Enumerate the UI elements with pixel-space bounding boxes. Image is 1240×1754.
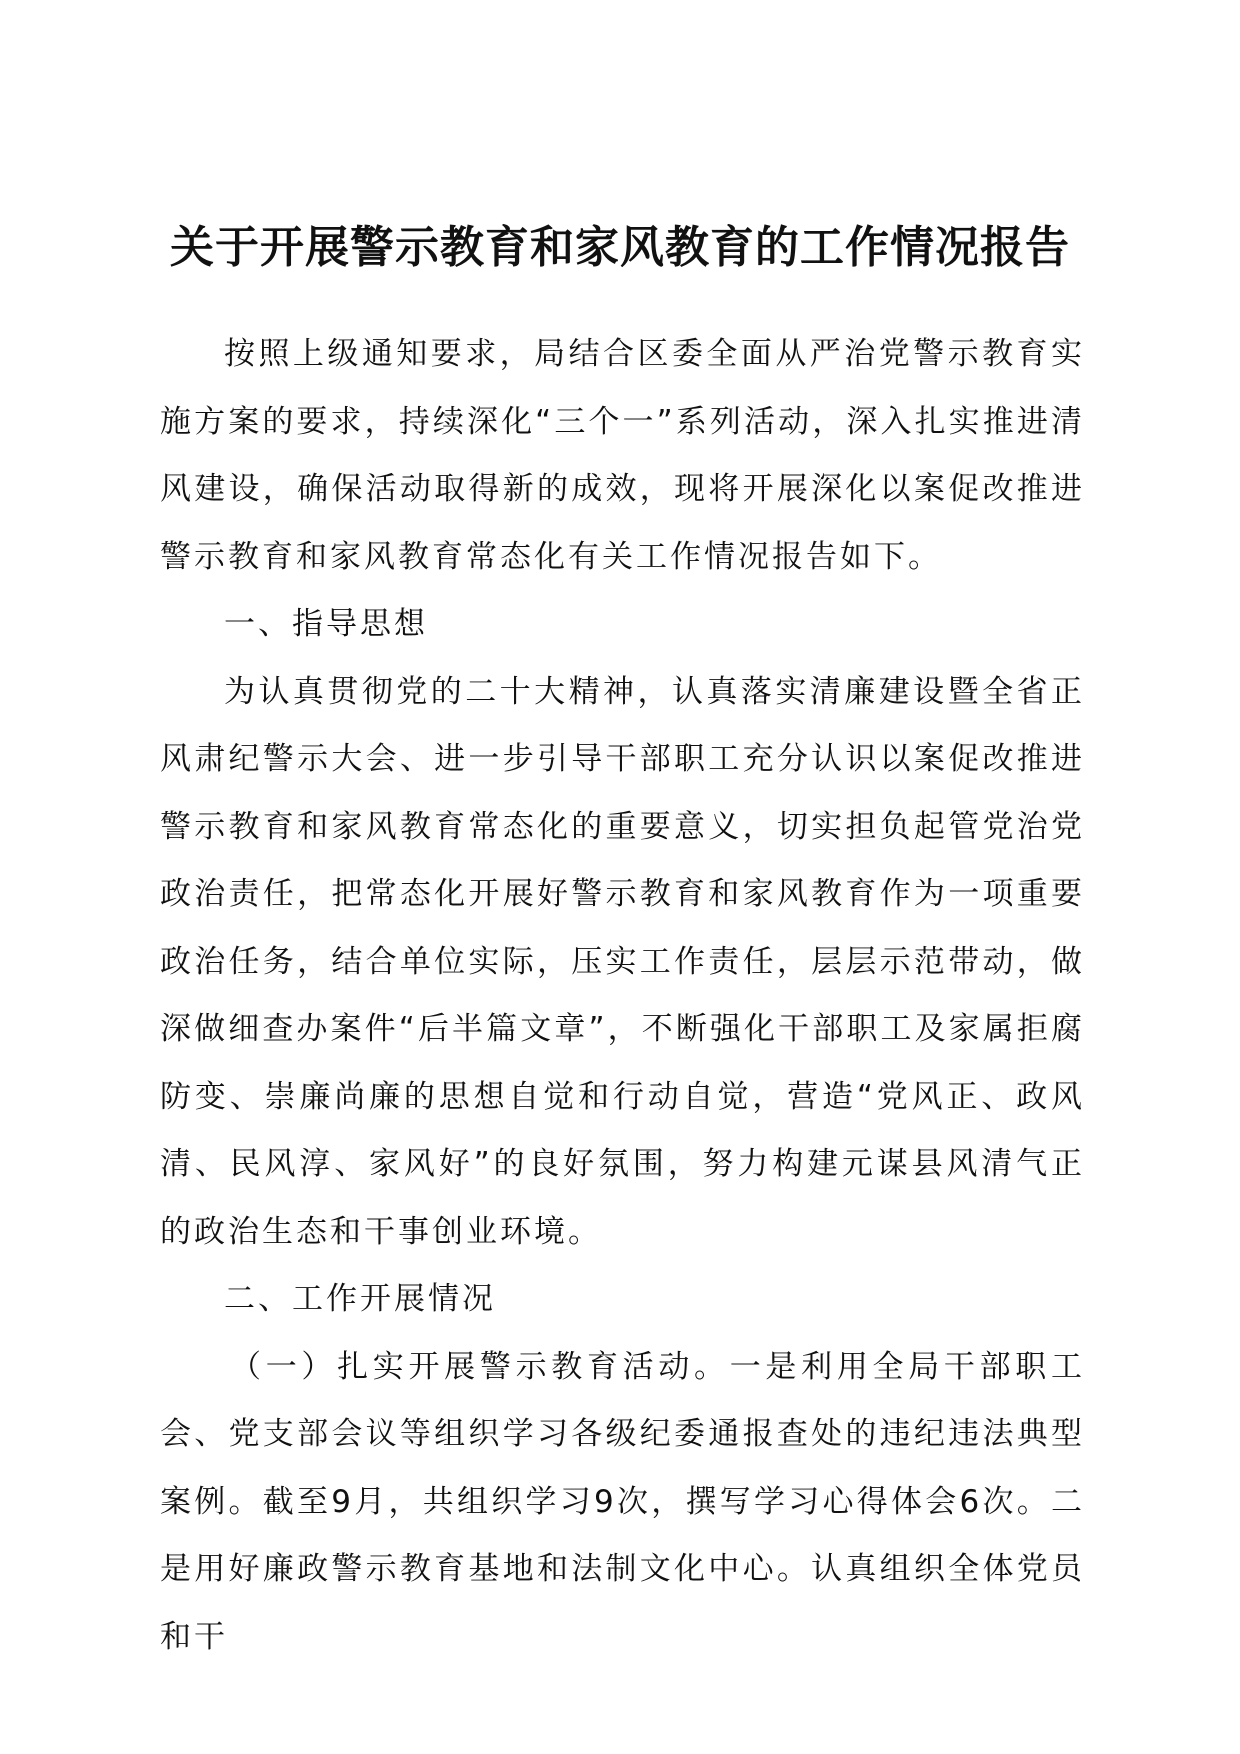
intro-paragraph: 按照上级通知要求，局结合区委全面从严治党警示教育实施方案的要求，持续深化“三个一”系列活动，深入扎实推进清风建设，确保活动取得新的成效，现将开展深化以案促改推进警示教育和家风教育常态化有关工作情况报告如下。: [160, 336, 1085, 575]
document-body: [160, 321, 1085, 1671]
guiding-ideology-paragraph: 为认真贯彻党的二十大精神，认真落实清廉建设暨全省正风肃纪警示大会、进一步引导干部职工充分认识以案促改推进警示教育和家风教育常态化的重要意义，切实担负起管党治党政治责任，把常态化开展好警示教育和家风教育作为一项重要政治任务，结合单位实际，压实工作责任，层层示范带动，做深做细查办案件“后半篇文章”，不断强化干部职工及家属拒腐防变、崇廉尚廉的思想自觉和行动自觉，营造“党风正、政风清、民风淳、家风好”的良好氛围，努力构建元谋县风清气正的政治生态和干事创业环境。: [160, 673, 1085, 1250]
section-heading-work-progress: 二、工作开展情况: [224, 1281, 496, 1317]
warning-education-paragraph: （一）扎实开展警示教育活动。一是利用全局干部职工会、党支部会议等组织学习各级纪委通报查处的违纪违法典型案例。截至9月，共组织学习9次，撰写学习心得体会6次。二是用好廉政警示教育基地和法制文化中心。认真组织全体党员和干: [160, 1348, 1085, 1655]
document-title: 关于开展警示教育和家风教育的工作情况报告: [170, 222, 1070, 273]
section-heading-guiding-ideology: 一、指导思想: [224, 606, 428, 642]
